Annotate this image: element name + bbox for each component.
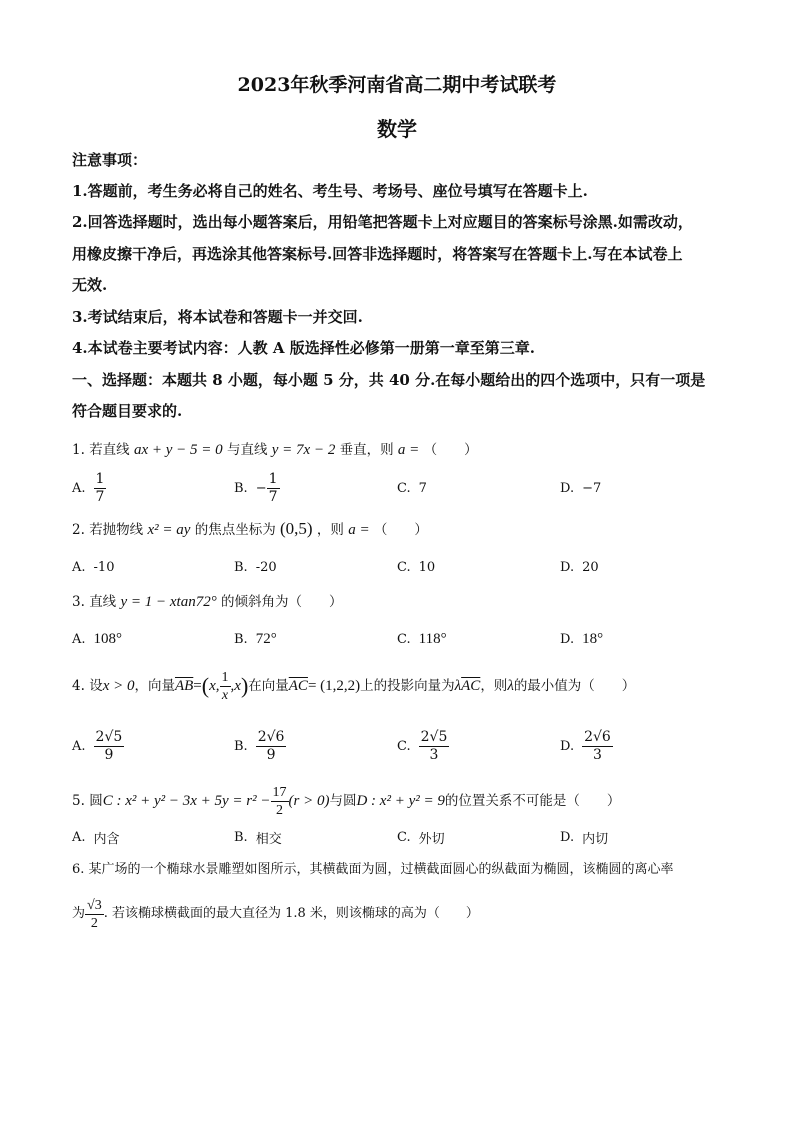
- option-d[interactable]: D. $\frac{2√6}{3}$: [560, 728, 611, 763]
- option-a[interactable]: A. -10: [72, 559, 115, 575]
- question-6: 6. 某广场的一个椭球水景雕塑如图所示，其横截面为圆，过横截面圆心的纵截面为椭圆，该椭圆的离心率: [72, 862, 674, 877]
- vector-ab: $\overline{AB}$: [174, 678, 194, 694]
- fraction: $\frac{1}{7}$: [268, 470, 278, 505]
- option-c[interactable]: C. 外切: [397, 829, 445, 847]
- option-b[interactable]: B. 72°: [234, 630, 277, 647]
- question-number: 4.: [72, 678, 85, 694]
- math-expr: y = 7x − 2: [271, 442, 336, 458]
- notice-heading: 注意事项：: [72, 151, 148, 169]
- math-expr: x > 0: [102, 678, 135, 694]
- option-c[interactable]: C. 10: [397, 559, 436, 575]
- option-d[interactable]: D. 20: [560, 559, 599, 575]
- option-d[interactable]: D. 18°: [560, 630, 604, 647]
- option-c[interactable]: C. $\frac{2√5}{3}$: [397, 728, 448, 763]
- notice-item-1: 1.答题前，考生务必将自己的姓名、考生号、考场号、座位号填写在答题卡上.: [72, 182, 588, 200]
- question-1: 1. 若直线 ax + y − 5 = 0 与直线 y = 7x − 2 垂直，则 a = （ ）: [72, 442, 478, 458]
- notice-item-2-cont: 用橡皮擦干净后，再选涂其他答案标号.回答非选择题时，将答案写在答题卡上.写在本试卷上: [72, 245, 683, 263]
- notice-item-3: 3.考试结束后，将本试卷和答题卡一并交回.: [72, 308, 363, 326]
- section-heading-cont: 符合题目要求的.: [72, 402, 183, 420]
- option-a[interactable]: A. $\frac{1}{7}$: [72, 470, 105, 505]
- option-b[interactable]: B. 相交: [234, 829, 282, 847]
- math-expr: a =: [348, 522, 370, 538]
- exam-title: 2023年秋季河南省高二期中考试联考: [237, 74, 557, 96]
- question-2: 2. 若抛物线 x² = ay 的焦点坐标为 (0,5) ，则 a = （ ）: [72, 519, 428, 538]
- option-c[interactable]: C. 7: [397, 480, 427, 496]
- fraction: $\frac{2√5}{3}$: [420, 728, 448, 763]
- option-a[interactable]: A. $\frac{2√5}{9}$: [72, 728, 123, 763]
- option-b[interactable]: B. − $\frac{1}{7}$: [234, 470, 278, 505]
- question-number: 5.: [72, 793, 85, 809]
- notice-item-2-end: 无效.: [72, 276, 108, 294]
- option-a[interactable]: A. 108°: [72, 630, 123, 647]
- fraction: $\frac{2√6}{3}$: [584, 728, 611, 763]
- option-d[interactable]: D. −7: [560, 480, 602, 496]
- option-b[interactable]: B. $\frac{2√6}{9}$: [234, 728, 285, 763]
- fraction: $\frac{1}{x}$: [221, 669, 229, 703]
- section-heading: 一、选择题：本题共 8 小题，每小题 5 分，共 40 分.在每小题给出的四个选项中，只有一项是: [72, 371, 706, 389]
- math-expr: D : x² + y² = 9: [356, 793, 445, 809]
- question-5: 5. 圆 C : x² + y² − 3x + 5y = r² − $\frac{17}{2}$ (r > 0) 与圆 D : x² + y² = 9 的位置关系不可能是（ ）: [72, 784, 621, 818]
- fraction: $\frac{1}{7}$: [95, 470, 105, 505]
- option-d[interactable]: D. 内切: [560, 829, 609, 847]
- vector-ac: $\overline{AC}$: [288, 678, 308, 694]
- question-3: 3. 直线 y = 1 − xtan72° 的倾斜角为（ ）: [72, 594, 343, 610]
- fraction: $\frac{2√5}{9}$: [95, 728, 123, 763]
- math-expr: x² = ay: [147, 522, 191, 538]
- fraction: $\frac{2√6}{9}$: [257, 728, 285, 763]
- question-1-options: [72, 466, 732, 510]
- question-number: 3.: [72, 594, 85, 610]
- question-4-options: [72, 724, 732, 768]
- question-number: 6.: [72, 862, 85, 877]
- notice-item-4: 4.本试卷主要考试内容：人教 A 版选择性必修第一册第一章至第三章.: [72, 339, 535, 357]
- math-expr: C : x² + y² − 3x + 5y = r² −: [102, 793, 271, 809]
- math-expr: a =: [397, 442, 420, 458]
- question-4: 4. 设 x > 0 ，向量 $\overline{AB}$ = ( x, $\frac{1}{x}$ ,x ) 在向量 $\overline{AC}$ = (1,2,2) 上的投影向量为 λ $\overline{AC}$ ，则 λ 的最小值为（ ）: [72, 669, 636, 703]
- option-a[interactable]: A. 内含: [72, 829, 120, 847]
- question-number: 2.: [72, 522, 85, 538]
- option-c[interactable]: C. 118°: [397, 630, 447, 647]
- math-expr: (0,5): [280, 519, 313, 538]
- math-expr: y = 1 − xtan72°: [120, 594, 217, 610]
- option-b[interactable]: B. -20: [234, 559, 277, 575]
- fraction: $\frac{√3}{2}$: [87, 897, 102, 931]
- notice-item-2: 2.回答选择题时，选出每小题答案后，用铅笔把答题卡上对应题目的答案标号涂黑.如需改动，: [72, 213, 693, 231]
- question-number: 1.: [72, 442, 85, 458]
- question-6-cont: 为 $\frac{√3}{2}$ . 若该椭球横截面的最大直径为 1.8 米，则该椭球的高为（ ）: [72, 897, 479, 931]
- math-expr: ax + y − 5 = 0: [133, 442, 223, 458]
- fraction: $\frac{17}{2}$: [272, 784, 287, 818]
- subject-title: 数学: [377, 117, 417, 141]
